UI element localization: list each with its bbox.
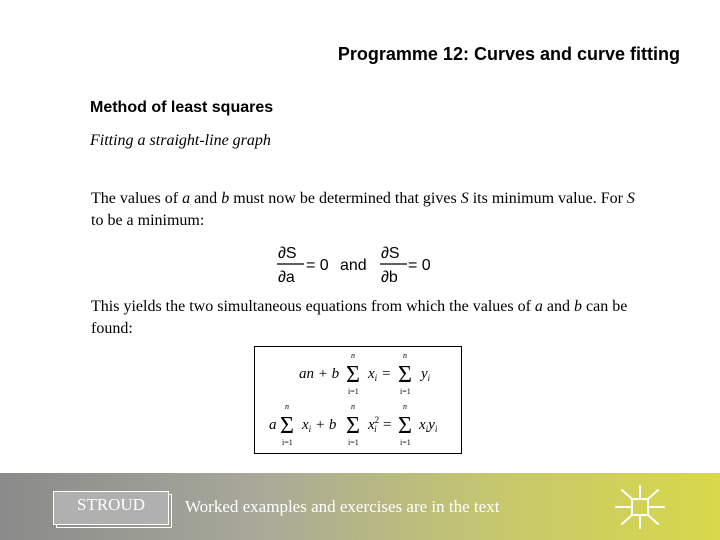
- normal-equations-box: [254, 346, 462, 454]
- sum-lower: i=1: [400, 438, 411, 447]
- rhs-denominator: ∂b: [381, 269, 398, 286]
- section-subheading: Fitting a straight-line graph: [90, 132, 271, 149]
- partial-derivative-equation: [272, 240, 442, 290]
- paragraph-simultaneous: [91, 296, 651, 340]
- eq1-equals: =: [382, 366, 391, 382]
- var-a: a: [534, 298, 543, 315]
- sum-symbol: Σ: [346, 413, 360, 439]
- sum-symbol: Σ: [398, 362, 412, 388]
- lhs-denominator: ∂a: [278, 269, 295, 286]
- text-run: can be found:: [91, 298, 628, 337]
- sum-symbol: Σ: [398, 413, 412, 439]
- eq1-xi: $x_i$: [368, 366, 378, 383]
- text-run: and: [190, 190, 222, 207]
- sum-symbol: Σ: [280, 413, 294, 439]
- var-s: S: [460, 190, 469, 207]
- eq1-an: an + b: [299, 366, 340, 382]
- and-word: and: [340, 257, 367, 274]
- sum-lower: i=1: [282, 438, 293, 447]
- eq1-yi: $y_i$: [421, 366, 431, 383]
- sum-upper: n: [285, 402, 289, 411]
- eq2-equals: =: [383, 417, 392, 433]
- text-run: its minimum value. For: [468, 190, 627, 207]
- sum-upper: n: [403, 351, 407, 360]
- snowflake-crosshair-icon: [612, 484, 668, 530]
- sum-lower: i=1: [348, 438, 359, 447]
- var-a: a: [182, 190, 191, 207]
- eq2-xi-yi: $x_iy_i$: [419, 417, 438, 434]
- var-b: b: [221, 190, 230, 207]
- text-run: to be a minimum:: [91, 212, 205, 229]
- section-heading: Method of least squares: [90, 99, 274, 116]
- brand-stroud: STROUD: [53, 491, 169, 525]
- normal-equations: [255, 347, 461, 453]
- eq2-xi: $x_i$: [302, 417, 312, 434]
- eq2-plus-b: + b: [315, 417, 337, 433]
- lhs-equals: = 0: [306, 257, 329, 274]
- eq2-a: a: [269, 417, 277, 433]
- text-run: The values of: [91, 190, 183, 207]
- sum-lower: i=1: [400, 387, 411, 396]
- var-s: S: [626, 190, 635, 207]
- sum-upper: n: [351, 351, 355, 360]
- sum-upper: n: [403, 402, 407, 411]
- text-run: and: [542, 298, 575, 315]
- text-run: This yields the two simultaneous equations from which the values of: [91, 298, 535, 315]
- eq2-xi-squared: $x^2$ i: [368, 415, 380, 434]
- lhs-numerator: ∂S: [278, 245, 297, 262]
- footer-text: Worked examples and exercises are in the text: [185, 497, 500, 516]
- sum-symbol: Σ: [346, 362, 360, 388]
- sum-lower: i=1: [348, 387, 359, 396]
- rhs-numerator: ∂S: [381, 245, 400, 262]
- slide-title: Programme 12: Curves and curve fitting: [337, 44, 680, 64]
- rhs-equals: = 0: [408, 257, 431, 274]
- sum-upper: n: [351, 402, 355, 411]
- var-b: b: [574, 298, 583, 315]
- text-run: must now be determined that gives: [229, 190, 461, 207]
- paragraph-minimum: [91, 188, 651, 232]
